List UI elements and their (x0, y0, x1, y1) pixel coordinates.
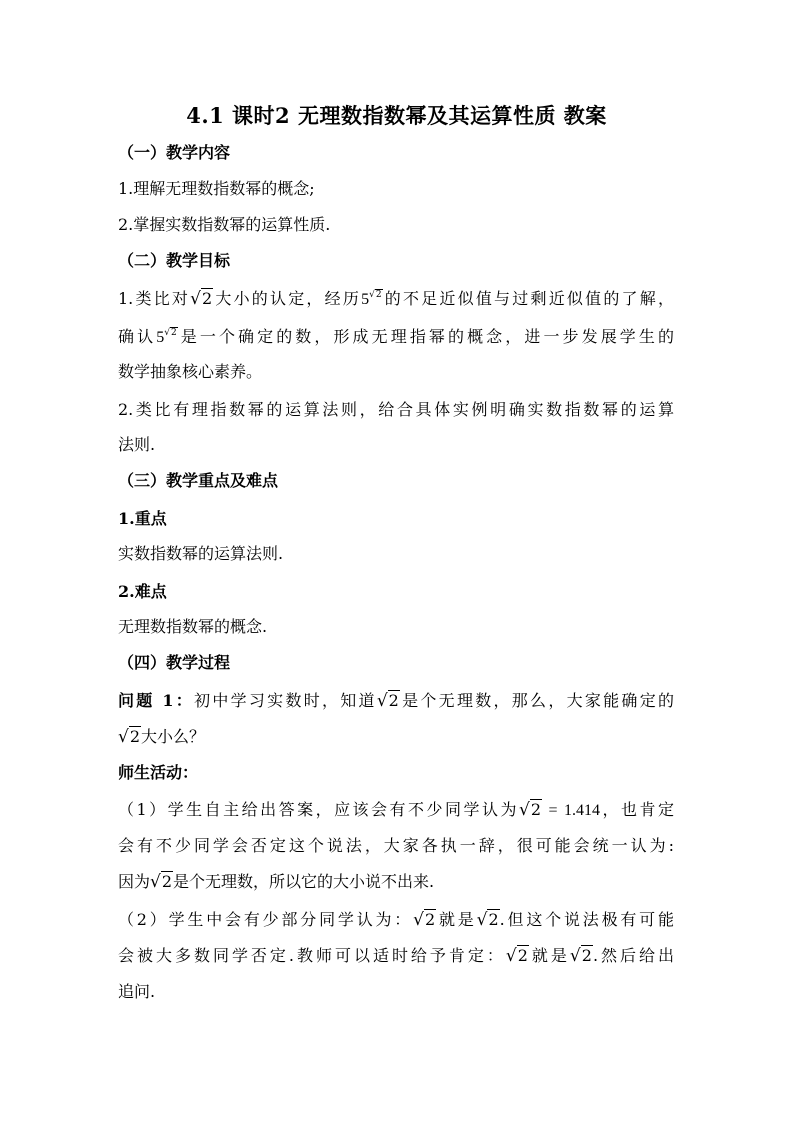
paragraph-1-line-2: 会有不少同学会否定这个说法，大家各执一辞，很可能会统一认为: (118, 836, 674, 855)
goal-2-line-2: 法则. (118, 435, 156, 454)
sqrt-2: √2 (518, 800, 542, 820)
document-title: 4.1 课时2 无理数指数幂及其运算性质 教案 (186, 103, 607, 128)
content-item-2: 2.掌握实数指数幂的运算性质. (118, 215, 331, 234)
key-point-text: 实数指数幂的运算法则. (118, 544, 284, 563)
question-1-line-1: 问题 1：初中学习实数时，知道√2是个无理数，那么，大家能确定的 (118, 691, 674, 711)
content-item-1: 1.理解无理数指数幂的概念; (118, 179, 315, 198)
difficulty-text: 无理数指数幂的概念. (118, 617, 268, 636)
goal-1-line-2: 确认$5^{√2}$是一个确定的数，形成无理指幂的概念，进一步发展学生的 (118, 327, 674, 346)
sqrt-2: √2 (413, 910, 436, 930)
sqrt-2: √2 (569, 946, 592, 966)
sqrt-2: √2 (376, 691, 399, 711)
difficulty-label: 2.难点 (118, 582, 167, 601)
sqrt-2: √2 (476, 910, 499, 930)
section-heading-key-points: （三）教学重点及难点 (118, 471, 279, 490)
section-heading-goals: （二）教学目标 (118, 251, 231, 270)
sqrt-2: √2 (118, 727, 141, 747)
goal-1-line-1: 1.类比对√2大小的认定，经历$5^{√2}$的不足近似值与过剩近似值的了解， (118, 289, 674, 309)
paragraph-2-line-2: 会被大多数同学否定.教师可以适时给予肯定：√2就是√2.然后给出 (118, 946, 674, 966)
activity-label: 师生活动： (118, 763, 199, 782)
sqrt-2: √2 (150, 872, 173, 892)
sqrt-2-exponent: √2 (164, 328, 177, 338)
paragraph-1-line-3: 因为√2是个无理数，所以它的大小说不出来. (118, 872, 435, 892)
section-heading-content: （一）教学内容 (118, 143, 231, 162)
paragraph-2-line-1: （2）学生中会有少部分同学认为：√2就是√2.但这个说法极有可能 (118, 910, 674, 930)
goal-2-line-1: 2.类比有理指数幂的运算法则，给合具体实例明确实数指数幂的运算 (118, 400, 674, 419)
question-1-line-2: √2大小么？ (118, 727, 206, 747)
paragraph-2-line-3: 追问. (118, 982, 156, 1001)
section-heading-process: （四）教学过程 (118, 653, 231, 672)
sqrt-2: √2 (190, 289, 213, 309)
key-point-label: 1.重点 (118, 509, 167, 528)
sqrt-2: √2 (505, 946, 528, 966)
paragraph-1-line-1: （1）学生自主给出答案，应该会有不少同学认为√2 = 1.414，也肯定 (118, 800, 674, 820)
sqrt-2-exponent: √2 (369, 290, 382, 300)
goal-1-line-3: 数学抽象核心素养。 (118, 362, 263, 381)
